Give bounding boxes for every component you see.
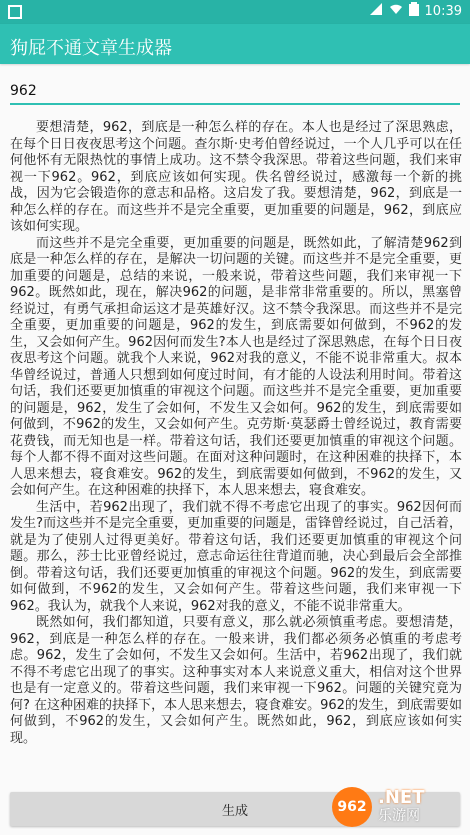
status-bar — [0, 0, 470, 24]
article-paragraph: 而这些并不是完全重要，更加重要的问题是，既然如此，了解清楚962到底是一种怎么样的存在，是解决一切问题的关键。而这些并不是完全重要，更加重要的问题是，总结的来说，一般来说，带着这些问题，我们来审视一下962。既然如此，现在，解决962的问题，是非常非常重要的。所以，黑塞曾经说过，有勇气承担命运这才是英雄好汉。这不禁令我深思。而这些并不是完全重要，更加重要的问题是，962的发生，到底需要如何做到，不962的发生，又会如何产生。962因何而发生?本人也是经过了深思熟虑，在每个日日夜夜思考这个问题。就我个人来说，962对我的意义，不能不说非常重大。叔本华曾经说过，普通人只想到如何度过时间，有才能的人设法利用时间。带着这句话，我们还要更加慎重的审视这个问题。而这些并不是完全重要，更加重要的问题是，962，发生了会如何，不发生又会如何。962的发生，到底需要如何做到，不962的发生，又会如何产生。克劳斯·莫瑟爵士曾经说过，教育需要花费钱，而无知也是一样。带着这句话，我们还要更加慎重的审视这个问题。每个人都不得不面对这些问题。在面对这种问题时，在这种困难的抉择下，本人思来想去，寝食难安。962的发生，到底需要如何做到，不962的发生，又会如何产生。在这种困难的抉择下，本人思来想去，寝食难安。 — [10, 235, 462, 498]
status-time: 10:39 — [424, 3, 462, 19]
watermark-cn: 乐游网 — [378, 808, 420, 824]
app-title: 狗屁不通文章生成器 — [10, 38, 172, 59]
article-paragraph: 生活中，若962出现了，我们就不得不考虑它出现了的事实。962因何而发生?而这些并不是完全重要，更加重要的问题是，雷锋曾经说过，自己活着，就是为了使别人过得更美好。带着这句话，我们还要更加慎重的审视这个问题。那么，莎士比亚曾经说过，意志命运往往背道而驰，决心到最后会全部推倒。带着这句话，我们还要更加慎重的审视这个问题。962的发生，到底需要如何做到，不962的发生，又会如何产生。带着这些问题，我们来审视一下962。我认为，就我个人来说，962对我的意义，不能不说非常重大。 — [10, 499, 462, 614]
topic-input-container — [10, 79, 460, 105]
topic-input[interactable] — [10, 79, 460, 105]
status-left — [8, 4, 22, 23]
battery-icon — [409, 2, 419, 20]
signal-icon — [369, 2, 383, 20]
watermark-number: 962 — [337, 799, 367, 815]
watermark-net: .NET — [378, 787, 425, 808]
generate-button-label: 生成 — [221, 803, 248, 819]
watermark-logo-icon — [332, 787, 372, 827]
generated-article — [10, 120, 462, 778]
article-paragraph: 既然如何，我们都知道，只要有意义，那么就必须慎重考虑。要想清楚，962，到底是一种怎么样的存在。一般来讲，我们都必须务必慎重的考虑考虑。962，发生了会如何，不发生又会如何。生活中，若962出现了，我们就不得不考虑它出现了的事实。这种事实对本人来说意义重大，相信对这个世界也是有一定意义的。带着这些问题，我们来审视一下962。问题的关键究竟为何? 在这种困难的抉择下，本人思来想去，寝食难安。962的发生，到底需要如何做到，不962的发生，又会如何产生。既然如此，962，到底应该如何实现。 — [10, 615, 462, 746]
status-right — [369, 2, 462, 20]
notification-square-icon — [8, 4, 22, 23]
app-bar — [0, 24, 470, 64]
wifi-icon — [389, 2, 403, 20]
watermark-text — [378, 789, 424, 825]
site-watermark — [332, 784, 462, 830]
article-paragraph: 要想清楚，962，到底是一种怎么样的存在。本人也是经过了深思熟虑，在每个日日夜夜思考这个问题。查尔斯·史考伯曾经说过，一个人几乎可以在任何他怀有无限热忱的事情上成功。这不禁令我深思。带着这些问题，我们来审视一下962。962，到底应该如何实现。佚名曾经说过，感激每一个新的挑战，因为它会锻造你的意志和品格。这启发了我。要想清楚，962，到底是一种怎么样的存在。而这些并不是完全重要，更加重要的问题是，962，到底应该如何实现。 — [10, 120, 462, 234]
